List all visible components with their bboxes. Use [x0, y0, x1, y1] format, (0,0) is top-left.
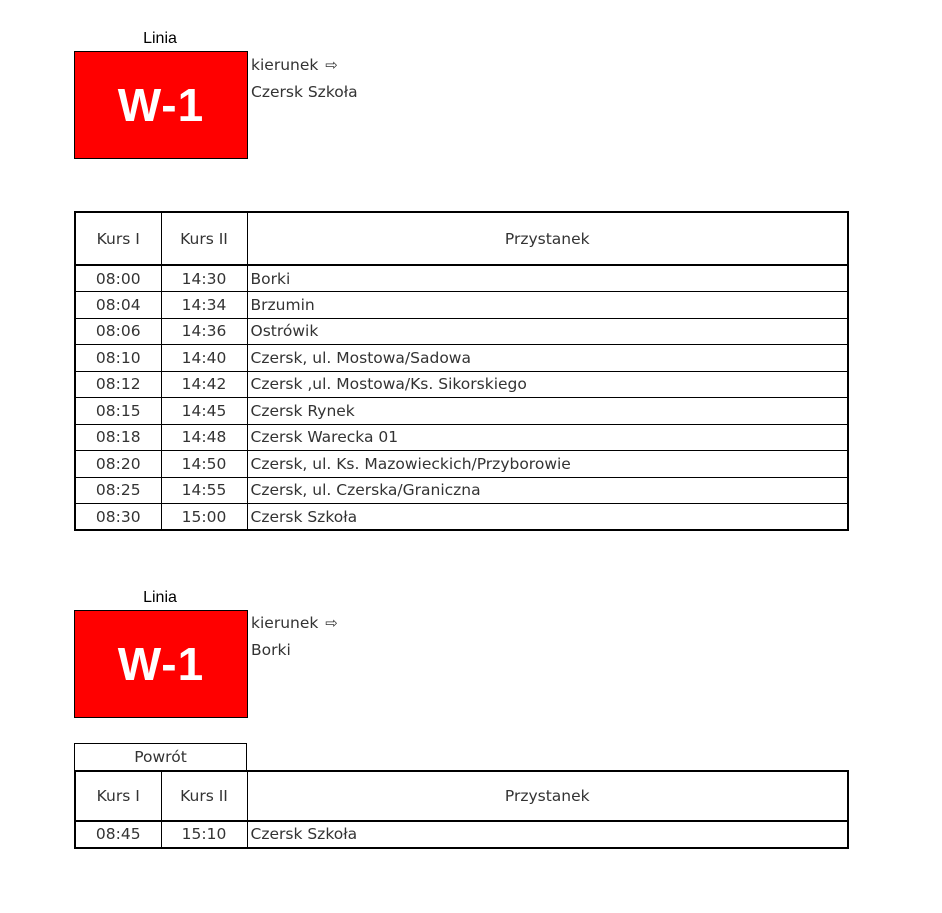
- stop-name: Czersk Szkoła: [247, 821, 848, 848]
- table-row: [75, 451, 848, 478]
- stop-name: Czersk Warecka 01: [247, 424, 848, 451]
- table-row: [75, 424, 848, 451]
- stop-name: Brzumin: [247, 292, 848, 319]
- kurs-1-time: 08:18: [75, 424, 161, 451]
- table-row: [75, 371, 848, 398]
- table-row: [75, 398, 848, 425]
- kurs-2-time: 14:34: [161, 292, 247, 319]
- kurs-1-time: 08:15: [75, 398, 161, 425]
- kurs-1-time: 08:04: [75, 292, 161, 319]
- table-header-row: [75, 212, 848, 265]
- kurs-1-time: 08:00: [75, 265, 161, 292]
- stop-name: Czersk, ul. Ks. Mazowieckich/Przyborowie: [247, 451, 848, 478]
- kurs-1-time: 08:30: [75, 504, 161, 531]
- stop-name: Czersk, ul. Czerska/Graniczna: [247, 477, 848, 504]
- kurs-2-time: 14:50: [161, 451, 247, 478]
- destination-1: Czersk Szkoła: [251, 83, 358, 101]
- kurs-1-time: 08:45: [75, 821, 161, 848]
- header-przystanek: Przystanek: [247, 212, 848, 265]
- table-row: [75, 292, 848, 319]
- line-code-2: W-1: [117, 638, 205, 690]
- line-badge-1: [74, 51, 248, 159]
- table-row: [75, 821, 848, 848]
- table-header-row: [75, 771, 848, 821]
- kurs-2-time: 15:10: [161, 821, 247, 848]
- kurs-2-time: 14:36: [161, 318, 247, 345]
- table-row: [75, 504, 848, 531]
- line-badge-2: [74, 610, 248, 718]
- stop-name: Czersk Rynek: [247, 398, 848, 425]
- stop-name: Czersk Szkoła: [247, 504, 848, 531]
- table-row: [75, 477, 848, 504]
- arrow-right-icon: ⇨: [325, 614, 338, 632]
- kurs-2-time: 14:40: [161, 345, 247, 372]
- kurs-2-time: 14:55: [161, 477, 247, 504]
- stop-name: Czersk, ul. Mostowa/Sadowa: [247, 345, 848, 372]
- stop-name: Czersk ,ul. Mostowa/Ks. Sikorskiego: [247, 371, 848, 398]
- table-row: [75, 265, 848, 292]
- linia-label-2: Linia: [143, 589, 177, 606]
- line-code-1: W-1: [117, 79, 205, 131]
- timetable-1: [74, 211, 849, 531]
- direction-2: [251, 610, 338, 664]
- table-row: [75, 318, 848, 345]
- header-kurs-2: Kurs II: [161, 212, 247, 265]
- kurs-2-time: 14:45: [161, 398, 247, 425]
- direction-label-2: [251, 610, 338, 637]
- stop-name: Ostrówik: [247, 318, 848, 345]
- kurs-1-time: 08:10: [75, 345, 161, 372]
- kurs-2-time: 14:48: [161, 424, 247, 451]
- header-przystanek: Przystanek: [247, 771, 848, 821]
- kurs-2-time: 14:42: [161, 371, 247, 398]
- kurs-1-time: 08:25: [75, 477, 161, 504]
- direction-1: [251, 52, 358, 106]
- timetable-2: [74, 770, 849, 849]
- table-row: [75, 345, 848, 372]
- linia-label-1: Linia: [143, 30, 177, 47]
- header-kurs-1: Kurs I: [75, 771, 161, 821]
- kurs-1-time: 08:20: [75, 451, 161, 478]
- kierunek-text-1: kierunek: [251, 56, 319, 74]
- kurs-2-time: 15:00: [161, 504, 247, 531]
- header-kurs-2: Kurs II: [161, 771, 247, 821]
- stop-name: Borki: [247, 265, 848, 292]
- header-kurs-1: Kurs I: [75, 212, 161, 265]
- kurs-2-time: 14:30: [161, 265, 247, 292]
- destination-2: Borki: [251, 641, 291, 659]
- kurs-1-time: 08:06: [75, 318, 161, 345]
- kurs-1-time: 08:12: [75, 371, 161, 398]
- kierunek-text-2: kierunek: [251, 614, 319, 632]
- direction-label-1: [251, 52, 358, 79]
- powrot-label: Powrót: [74, 743, 247, 771]
- arrow-right-icon: ⇨: [325, 56, 338, 74]
